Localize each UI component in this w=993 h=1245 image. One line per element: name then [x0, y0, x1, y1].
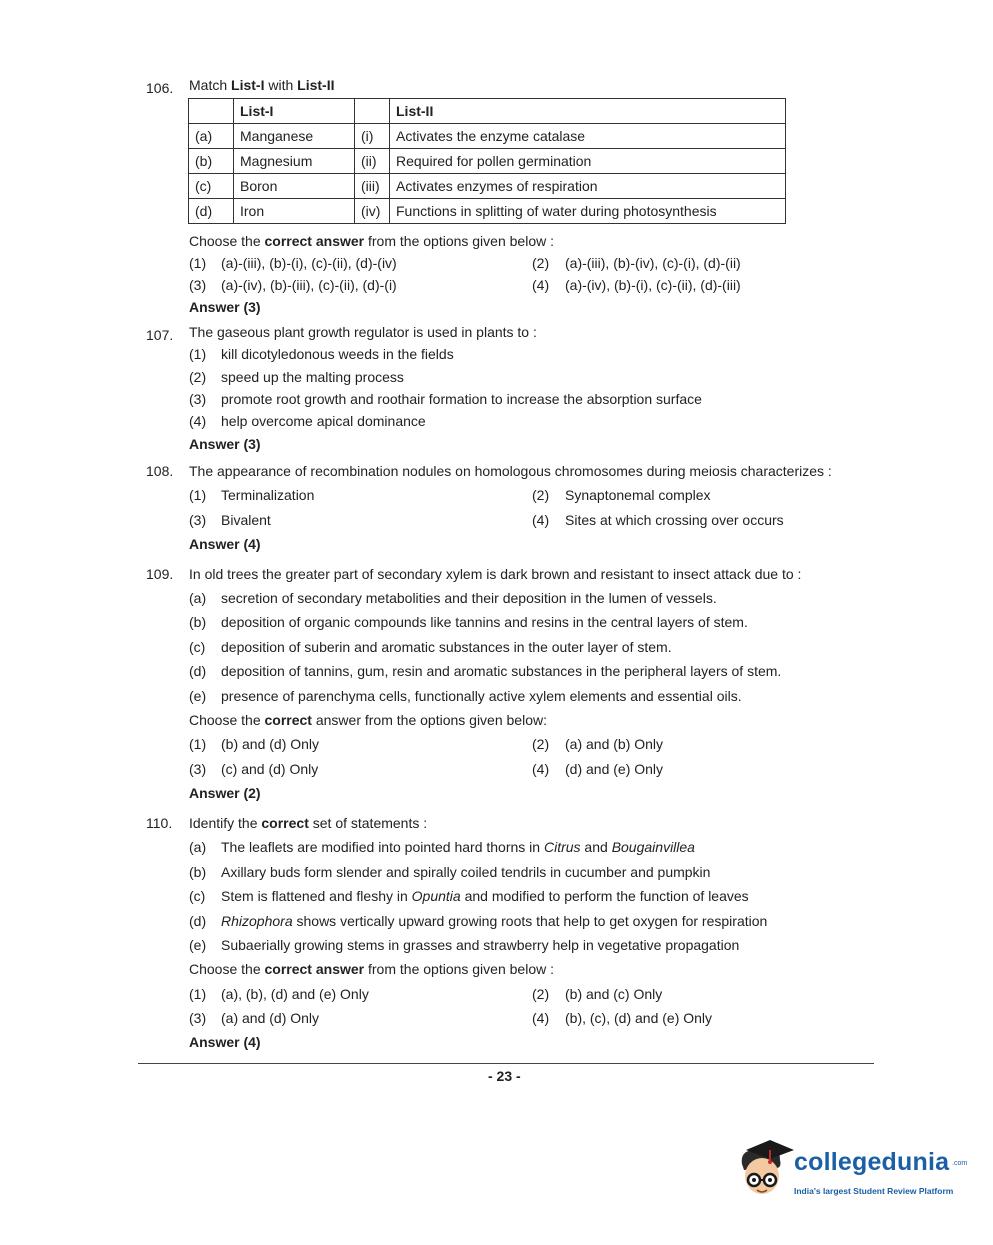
list-2-header: List-II: [390, 99, 786, 124]
q110-option-4: (b), (c), (d) and (e) Only: [565, 1010, 713, 1026]
q109-answer: Answer (2): [189, 785, 261, 801]
q110-option-3-number: (3): [189, 1010, 207, 1026]
q108-answer: Answer (4): [189, 536, 261, 552]
q107-option-2: speed up the malting process: [221, 369, 404, 385]
q108-option-4-number: (4): [532, 512, 550, 528]
q108-option-3: Bivalent: [221, 512, 271, 528]
student-mascot-icon: [742, 1140, 794, 1194]
q106-option-4-number: (4): [532, 277, 550, 293]
q109-statement-c-label: (c): [189, 639, 206, 655]
q110-statement-d: Rhizophora shows vertically upward growing roots that help to get oxygen for respiration: [221, 913, 768, 929]
q109-option-3: (c) and (d) Only: [221, 761, 319, 777]
q106-option-4: (a)-(iv), (b)-(i), (c)-(ii), (d)-(iii): [565, 277, 741, 293]
q107-answer: Answer (3): [189, 436, 261, 452]
q109-statement-c: deposition of suberin and aromatic substances in the outer layer of stem.: [221, 639, 672, 655]
q109-option-2-number: (2): [532, 736, 550, 752]
q108-option-4: Sites at which crossing over occurs: [565, 512, 784, 528]
table-header-row: [189, 99, 786, 124]
q109-statement-d: deposition of tannins, gum, resin and aromatic substances in the peripheral layers of stem.: [221, 663, 782, 679]
q109-option-1-number: (1): [189, 736, 207, 752]
q107-option-3-number: (3): [189, 391, 207, 407]
q110-statement-a: The leaflets are modified into pointed hard thorns in Citrus and Bougainvillea: [221, 839, 695, 855]
q106-instruction: Choose the correct answer from the options given below :: [189, 233, 554, 249]
table-row: (d) Iron (iv) Functions in splitting of water during photosynthesis: [189, 199, 786, 224]
q106-stem: Match List-I with List-II: [189, 77, 335, 93]
q110-statement-b: Axillary buds form slender and spirally coiled tendrils in cucumber and pumpkin: [221, 864, 711, 880]
q108-option-2-number: (2): [532, 487, 550, 503]
list-1-header: List-I: [234, 99, 355, 124]
match-table: [188, 98, 786, 224]
q107-option-1-number: (1): [189, 346, 207, 362]
q109-statement-e-label: (e): [189, 688, 207, 704]
q106-option-1-number: (1): [189, 255, 207, 271]
q110-statement-c: Stem is flattened and fleshy in Opuntia and modified to perform the function of leaves: [221, 888, 749, 904]
q106-option-1: (a)-(iii), (b)-(i), (c)-(ii), (d)-(iv): [221, 255, 397, 271]
q110-option-1: (a), (b), (d) and (e) Only: [221, 986, 369, 1002]
q106-option-2-number: (2): [532, 255, 550, 271]
q109-instruction: Choose the correct answer from the options given below:: [189, 712, 547, 728]
q106-option-2: (a)-(iii), (b)-(iv), (c)-(i), (d)-(ii): [565, 255, 741, 271]
q109-option-4: (d) and (e) Only: [565, 761, 664, 777]
q110-statement-b-label: (b): [189, 864, 207, 880]
logo-suffix: .com: [952, 1160, 968, 1167]
table-row: (b) Magnesium (ii) Required for pollen germination: [189, 149, 786, 174]
q107-option-2-number: (2): [189, 369, 207, 385]
q110-stem: Identify the correct set of statements :: [189, 815, 428, 831]
q109-option-2: (a) and (b) Only: [565, 736, 664, 752]
q107-number: 107.: [146, 327, 174, 343]
logo-tagline: India's largest Student Review Platform: [794, 1186, 954, 1196]
q106-number: 106.: [146, 80, 174, 96]
q110-statement-e: Subaerially growing stems in grasses and strawberry help in vegetative propagation: [221, 937, 740, 953]
q109-statement-e: presence of parenchyma cells, functionally active xylem elements and essential oils.: [221, 688, 742, 704]
q108-option-1-number: (1): [189, 487, 207, 503]
q110-option-4-number: (4): [532, 1010, 550, 1026]
q109-option-4-number: (4): [532, 761, 550, 777]
q106-answer: Answer (3): [189, 299, 261, 315]
q107-stem: The gaseous plant growth regulator is used in plants to :: [189, 324, 537, 340]
q109-statement-d-label: (d): [189, 663, 207, 679]
q109-option-3-number: (3): [189, 761, 207, 777]
q107-option-4-number: (4): [189, 413, 207, 429]
q110-instruction: Choose the correct answer from the options given below :: [189, 961, 554, 977]
q108-option-1: Terminalization: [221, 487, 315, 503]
q110-option-1-number: (1): [189, 986, 207, 1002]
q107-option-4: help overcome apical dominance: [221, 413, 426, 429]
page-number: - 23 -: [488, 1068, 521, 1084]
table-row: (a) Manganese (i) Activates the enzyme catalase: [189, 124, 786, 149]
q110-statement-e-label: (e): [189, 937, 207, 953]
q108-stem: The appearance of recombination nodules on homologous chromosomes during meiosis characterizes :: [189, 463, 832, 479]
q109-option-1: (b) and (d) Only: [221, 736, 320, 752]
q109-statement-b-label: (b): [189, 614, 207, 630]
q110-option-2: (b) and (c) Only: [565, 986, 663, 1002]
q110-statement-d-label: (d): [189, 913, 207, 929]
q109-stem: In old trees the greater part of secondary xylem is dark brown and resistant to insect attack due to :: [189, 566, 802, 582]
q106-option-3: (a)-(iv), (b)-(iii), (c)-(ii), (d)-(i): [221, 277, 397, 293]
q110-statement-c-label: (c): [189, 888, 206, 904]
q110-answer: Answer (4): [189, 1034, 261, 1050]
q109-statement-b: deposition of organic compounds like tannins and resins in the central layers of stem.: [221, 614, 748, 630]
q106-option-3-number: (3): [189, 277, 207, 293]
table-row: (c) Boron (iii) Activates enzymes of respiration: [189, 174, 786, 199]
q108-option-2: Synaptonemal complex: [565, 487, 711, 503]
footer-divider: [138, 1063, 874, 1064]
q110-option-2-number: (2): [532, 986, 550, 1002]
q110-statement-a-label: (a): [189, 839, 207, 855]
q110-option-3: (a) and (d) Only: [221, 1010, 320, 1026]
q109-statement-a: secretion of secondary metabolities and their deposition in the lumen of vessels.: [221, 590, 717, 606]
logo-wordmark: collegedunia: [794, 1148, 950, 1176]
q110-number: 110.: [146, 815, 173, 831]
q107-option-1: kill dicotyledonous weeds in the fields: [221, 346, 454, 362]
q108-option-3-number: (3): [189, 512, 207, 528]
q109-number: 109.: [146, 566, 174, 582]
q107-option-3: promote root growth and roothair formation to increase the absorption surface: [221, 391, 702, 407]
q108-number: 108.: [146, 463, 174, 479]
q109-statement-a-label: (a): [189, 590, 207, 606]
